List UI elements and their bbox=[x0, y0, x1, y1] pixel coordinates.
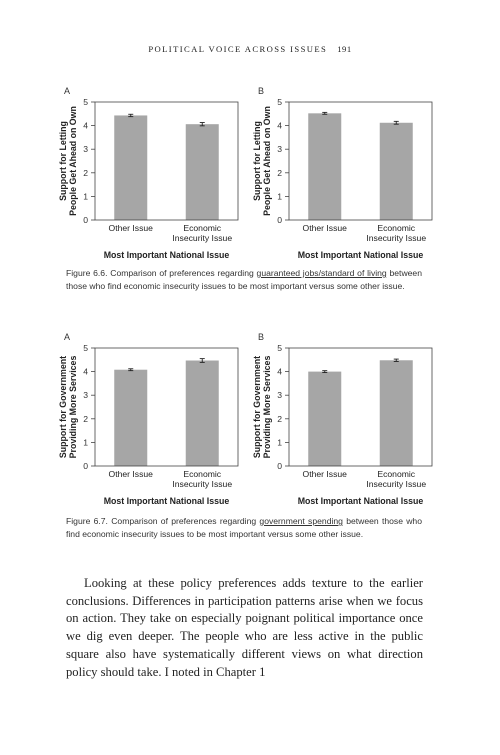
page-number: 191 bbox=[337, 44, 352, 54]
y-tick-label: 5 bbox=[277, 343, 282, 353]
y-tick-label: 4 bbox=[83, 120, 88, 131]
figure-6-6-panel-a bbox=[58, 85, 258, 265]
y-tick-label: 5 bbox=[83, 343, 88, 353]
y-axis-label: Support for Letting bbox=[58, 121, 68, 201]
bar bbox=[308, 113, 341, 220]
x-tick-label: Insecurity Issue bbox=[172, 479, 233, 489]
y-tick-label: 4 bbox=[277, 120, 282, 131]
running-head-title: POLITICAL VOICE ACROSS ISSUES bbox=[148, 44, 328, 54]
x-tick-label: Other Issue bbox=[302, 469, 347, 479]
caption-text: Figure 6.7. Comparison of preferences regarding bbox=[66, 516, 260, 526]
y-axis-label: Support for Government bbox=[252, 355, 262, 459]
y-tick-label: 3 bbox=[83, 144, 88, 155]
y-tick-label: 2 bbox=[277, 167, 282, 178]
y-tick-label: 4 bbox=[277, 366, 282, 377]
bar bbox=[186, 124, 219, 220]
x-tick-label: Economic bbox=[377, 469, 416, 479]
y-tick-label: 0 bbox=[277, 461, 282, 471]
bar bbox=[308, 372, 341, 466]
y-axis-label: Support for Government bbox=[58, 355, 68, 459]
caption-text: between those who find economic insecurity issues to be most important versus some other issue. bbox=[66, 268, 422, 291]
y-tick-label: 4 bbox=[83, 366, 88, 377]
y-tick-label: 2 bbox=[277, 413, 282, 424]
y-tick-label: 1 bbox=[277, 191, 282, 202]
x-tick-label: Economic bbox=[377, 223, 416, 233]
running-head bbox=[0, 44, 500, 54]
y-axis-label: People Get Ahead on Own bbox=[262, 106, 272, 216]
x-tick-label: Other Issue bbox=[302, 223, 347, 233]
x-axis-label: Most Important National Issue bbox=[297, 250, 424, 260]
bar bbox=[114, 370, 147, 466]
chart-6-6-a bbox=[58, 85, 258, 265]
y-tick-label: 0 bbox=[277, 215, 282, 225]
panel-letter: B bbox=[258, 86, 265, 96]
y-tick-label: 5 bbox=[83, 97, 88, 107]
y-tick-label: 3 bbox=[83, 390, 88, 401]
caption-underlined-topic: guaranteed jobs/standard of living bbox=[256, 268, 387, 278]
y-tick-label: 2 bbox=[83, 413, 88, 424]
figure-6-7-panel-a bbox=[58, 331, 258, 511]
y-tick-label: 3 bbox=[277, 144, 282, 155]
caption-text: Figure 6.6. Comparison of preferences regarding bbox=[66, 268, 257, 278]
x-tick-label: Insecurity Issue bbox=[366, 233, 427, 243]
body-paragraph: Looking at these policy preferences adds texture to the earlier conclusions. Differences in participation patterns arise when we focus on action. They take on especially poignant political importance once we dig even deeper. The people who are less active in the public square also have systematically different views on what direction policy should take. I noted in Chapter 1 bbox=[66, 576, 423, 679]
y-axis-label: People Get Ahead on Own bbox=[68, 106, 78, 216]
x-tick-label: Economic bbox=[183, 469, 222, 479]
y-tick-label: 1 bbox=[83, 191, 88, 202]
figure-6-7-panel-b bbox=[252, 331, 452, 511]
y-tick-label: 2 bbox=[83, 167, 88, 178]
x-tick-label: Other Issue bbox=[108, 469, 153, 479]
bar bbox=[380, 123, 413, 220]
chart-6-6-b bbox=[252, 85, 452, 265]
x-axis-label: Most Important National Issue bbox=[103, 496, 230, 506]
y-tick-label: 1 bbox=[83, 437, 88, 448]
bar bbox=[380, 360, 413, 466]
chart-6-7-a bbox=[58, 331, 258, 511]
figure-6-6-caption bbox=[66, 267, 422, 292]
x-axis-label: Most Important National Issue bbox=[103, 250, 230, 260]
y-tick-label: 3 bbox=[277, 390, 282, 401]
x-axis-label: Most Important National Issue bbox=[297, 496, 424, 506]
panel-letter: A bbox=[64, 86, 71, 96]
figure-6-7-caption bbox=[66, 515, 422, 540]
y-tick-label: 0 bbox=[83, 461, 88, 471]
caption-text: between those who find economic insecurity issues to be most important versus some other issue. bbox=[66, 516, 422, 539]
y-axis-label: Support for Letting bbox=[252, 121, 262, 201]
caption-underlined-topic: government spending bbox=[259, 516, 343, 526]
panel-letter: B bbox=[258, 332, 265, 342]
y-tick-label: 5 bbox=[277, 97, 282, 107]
panel-letter: A bbox=[64, 332, 71, 342]
x-tick-label: Other Issue bbox=[108, 223, 153, 233]
y-axis-label: Providing More Services bbox=[68, 355, 78, 459]
bar bbox=[114, 115, 147, 220]
x-tick-label: Economic bbox=[183, 223, 222, 233]
chart-6-7-b bbox=[252, 331, 452, 511]
y-tick-label: 1 bbox=[277, 437, 282, 448]
x-tick-label: Insecurity Issue bbox=[172, 233, 233, 243]
figure-6-6-panel-b bbox=[252, 85, 452, 265]
bar bbox=[186, 361, 219, 466]
y-axis-label: Providing More Services bbox=[262, 355, 272, 459]
y-tick-label: 0 bbox=[83, 215, 88, 225]
x-tick-label: Insecurity Issue bbox=[366, 479, 427, 489]
